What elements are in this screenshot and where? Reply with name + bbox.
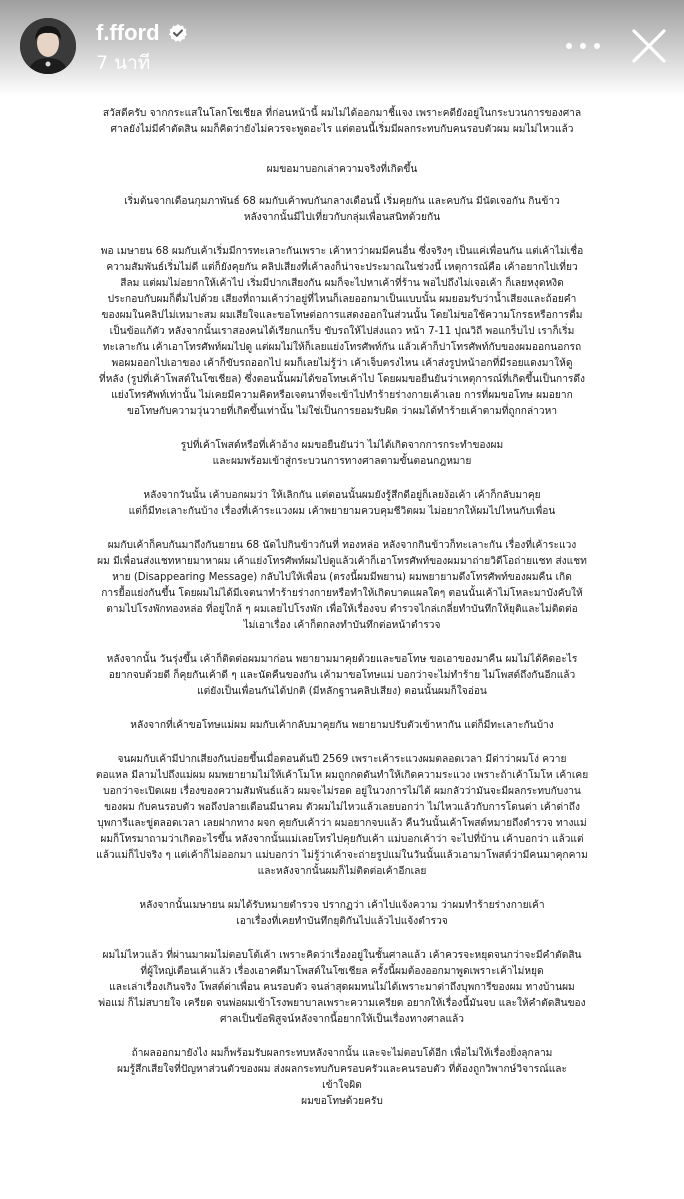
statement-paragraph: ผมไม่ไหวแล้ว ที่ผ่านมาผมไม่ตอบโต้เค้า เพราะคิดว่าเรื่องอยู่ในชั้นศาลแล้ว เค้าควรจะหยุดจนกว่าจะมีคำตัดสิน ที่ผู้ใหญ่เตือนเค้าแล้ว เรื่องเอาคดีมาโพสต์ในโซเชียล ครั้งนี้ผมต้องออกมาพูดเพราะเค้าไม่หยุด และเล่าเรื่องเกินจริง โพสต์ด่าเพื่อน คนรอบตัว จนล่าสุดผมทนไม่ได้เพราะมาด่าถึงบุพการีของผม ทางบ้านผม พ่อแม่ ก็ไม่สบายใจ เครียด จนพ่อผมเข้าโรงพยาบาลเพราะความเครียด อยากให้เรื่องนี้มันจบ และให้คำตัดสินของ ศาลเป็นข้อพิสูจน์หลังจากนี้อยากให้เป็นเรื่องทางศาลแล้ว bbox=[98, 950, 586, 1025]
statement-paragraph: ผมขอมาบอกเล่าความจริงที่เกิดขึ้น bbox=[266, 164, 418, 175]
story-header bbox=[0, 0, 684, 96]
post-timestamp: 7 นาที bbox=[96, 52, 151, 74]
statement-paragraph: พอ เมษายน 68 ผมกับเค้าเริ่มมีการทะเลาะกันเพราะ เค้าหาว่าผมมีคนอื่น ซึ่งจริงๆ เป็นแค่เพื่อนกัน แต่เค้าไม่เชื่อ ความสัมพันธ์เริ่มไม่ดี แต่ก็ยังคุยกัน คลิปเสียงที่เค้าลงก็น่าจะประมาณในช่วงนี้ เหตุการณ์คือ เค้าอยากไปเที่ยว สีลม แต่ผมไม่อยากให้เค้าไป เริ่มมีปากเสียงกัน ผมก็จะไปหาเค้าที่ร้าน พอไปถึงไม่เจอเค้า ก็เลยหงุดหงิด ประกอบกับผมก็ดื่มไปด้วย เสียงที่ถามเค้าว่าอยู่ที่ไหนก็เลยออกมาเป็นแบบนั้น ผมยอมรับว่าน้ำเสียงและถ้อยคำ ของผมในคลิปไม่เหมาะสม ผมเสียใจและขอโทษต่อการแสดงออกในส่วนนั้น โดยไม่ขอใช้ความโกรธหรือการดื่ม เป็นข้อแก้ตัว หลังจากนั้นเราสองคนได้เรียกแกร็บ ขับรถให้ไปส่งแถว หน้า 7-11 ปุณวิถี พอแกร็บไป เราก็เริ่ม ทะเลาะกัน เค้าเอาโทรศัพท์ผมไปดู แต่ผมไม่ให้ก็เลยแย่งโทรศัพท์กัน แล้วเค้าก็ปาโทรศัพท์กับของผมออกนอกรถ พอผมออกไปเอาของ เค้าก็ขับรถออกไป ผมก็เลยไม่รู้ว่า เค้าเจ็บตรงไหน เค้าส่งรูปหน้าอกที่มีรอยแดงมาให้ดู ที่หลัง (รูปที่เค้าโพสต์ในโซเชียล) ซึ่งตอนนั้นผมได้ขอโทษเค้าไป โดยผมขอยืนยันว่าเหตุการณ์ที่เกิดขึ้นเป็นการดึง แย่งโทรศัพท์เท่านั้น ไม่เคยมีความคิดหรือเจตนาที่จะเข้าไปทำร้ายร่างกายเค้าเลย การที่ผมขอโทษ ผมอยาก ขอโทษกับความวุ่นวายที่เกิดขึ้นเท่านั้น ไม่ใช่เป็นการยอมรับผิด ว่าผมได้ทำร้ายเค้าตามที่ถูกกล่าวหา bbox=[98, 246, 585, 417]
statement-paragraph: ผมกับเค้าก็คบกันมาถึงกันยายน 68 นัดไปกินข้าวกันที่ ทองหล่อ หลังจากกินข้าวก็ทะเลาะกัน เรื่องที่เค้าระแวง ผม มีเพื่อนส่งแชทหายมาหาผม เค้าแย่งโทรศัพท์ผมไปดูแล้วเค้าก็เอาโทรศัพท์ของผมมาถ่ายวิดีโอถ่ายแชท ส่งแชท หาย (Disappearing Message) กลับไปให้เพื่อน (ตรงนี้ผมมีพยาน) ผมพยายามดึงโทรศัพท์ของผมคืน เกิด การยื้อแย่งกันขึ้น โดยผมไม่ได้มีเจตนาทำร้ายร่างกายหรือทำให้เกิดบาดแผลใดๆ ตอนนั้นเค้าไม่โหละมาบังคับให้ ตามไปโรงพักทองหล่อ ที่อยู่ใกล้ ๆ ผมเลยไปโรงพัก เพื่อให้เรื่องจบ ตำรวจไกล่เกลี่ยทำบันทึกให้ยุติและไม่ติดต่อ ไม่เอาเรื่อง เค้าก็ตกลงทำบันทึกต่อหน้าตำรวจ bbox=[97, 540, 587, 631]
statement-paragraph: หลังจากวันนั้น เค้าบอกผมว่า ให้เลิกกัน แต่ตอนนั้นผมยังรู้สึกดีอยู่ก็เลยง้อเค้า เค้าก็กลับมาคุย แต่ก็มีทะเลาะกันบ้าง เรื่องที่เค้าระแวงผม เค้าพยายามควบคุมชีวิตผม ไม่อยากให้ผมไปไหนกับเพื่อน bbox=[128, 490, 556, 517]
statement-paragraph: ถ้าผลออกมายังไง ผมก็พร้อมรับผลกระทบหลังจากนั้น และจะไม่ตอบโต้อีก เพื่อไม่ให้เรื่องยิ่งลุกลาม ผมรู้สึกเสียใจที่ปัญหาส่วนตัวของผม ส่งผลกระทบกับครอบครัวและคนรอบตัว ที่ต้องถูกวิพากษ์วิจารณ์และ เข้าใจผิด ผมขอโทษด้วยครับ bbox=[117, 1048, 567, 1107]
statement-text bbox=[92, 106, 592, 1110]
statement-paragraph: หลังจากนั้น วันรุ่งขึ้น เค้าก็ติดต่อผมมาก่อน พยายามมาคุยด้วยและขอโทษ ขอเอาของมาคืน ผมไม่ได้คิดอะไร อยากจบด้วยดี ก็คุยกันเค้าดี ๆ และนัดคืนของกัน เค้ามาขอโทษแม่ บอกว่าจะไม่ทำร้าย ไม่โพสต์ถึงกันอีกแล้ว แต่ยังเป็นเพื่อนกันได้ปกติ (มีหลักฐานคลิปเสียง) ตอนนั้นผมก็ใจอ่อน bbox=[106, 654, 578, 697]
statement-paragraph: จนผมกับเค้ามีปากเสียงกันบ่อยขึ้นเมื่อตอนต้นปี 2569 เพราะเค้าระแวงผมตลอดเวลา มีด่าว่าผมโง่ ควาย ตอแหล มีลามไปถึงแม่ผม ผมพยายามไม่ให้เค้าโมโห ผมถูกกดดันทำให้เกิดความระแวง เพราะถ้าเค้าโมโห เค้าเคย บอกว่าจะเปิดเผย เรื่องของความสัมพันธ์แล้ว ผมจะไม่รอด อยู่ในวงการไม่ได้ ผมกลัวว่ามันจะมีผลกระทบกับงาน ของผม กับคนรอบตัว พอถึงปลายเดือนมีนาคม ตัวผมไม่ไหวแล้วเลยบอกว่า ไม่ไหวแล้วกับการโดนด่า เค้าด่าถึง บุพการีและขู่ตลอดเวลา เลยฝากทาง ผจก คุยกับเค้าว่า ผมอยากจบแล้ว คืนวันนั้นเค้าโพสต์หมายถึงตำรวจ ทางแม่ ผมก็โทรมาถามว่าเกิดอะไรขึ้น หลังจากนั้นแม่เลยโทรไปคุยกับเค้า แม่บอกเค้าว่า จะไปที่บ้าน เค้าบอกว่า แล้วแต่ แล้วแม่ก็ไปจริง ๆ แต่เค้าก็ไม่ออกมา แม่บอกว่า ไม่รู้ว่าเค้าจะถ่ายรูปแม่ในวันนั้นแล้วเอามาโพสต์ว่ามีคนมาคุกคาม และหลังจากนั้นผมก็ไม่ติดต่อเค้าอีกเลย bbox=[95, 754, 589, 877]
username-text[interactable]: f.fford bbox=[96, 20, 160, 45]
statement-paragraph: รูปที่เค้าโพสต์หรือที่เค้าอ้าง ผมขอยืนยันว่า ไม่ได้เกิดจากการกระทำของผม และผมพร้อมเข้าสู่กระบวนการทางศาลตามขั้นตอนกฎหมาย bbox=[180, 440, 504, 467]
statement-paragraph: สวัสดีครับ จากกระแสในโลกโซเชียล ที่ก่อนหน้านี้ ผมไม่ได้ออกมาชี้แจง เพราะคดียังอยู่ในกระบวนการของศาล ศาลยังไม่มีคำตัดสิน ผมก็คิดว่ายังไม่ควรจะพูดอะไร แต่ตอนนี้เริ่มมีผลกระทบกับคนรอบตัวผม ผมไม่ไหวแล้ว bbox=[102, 108, 582, 135]
more-options-button[interactable] bbox=[566, 36, 600, 56]
avatar[interactable] bbox=[20, 18, 76, 74]
more-dots-icon bbox=[566, 43, 572, 49]
more-dots-icon bbox=[594, 43, 600, 49]
statement-paragraph: หลังจากนั้นเมษายน ผมได้รับหมายตำรวจ ปรากฏว่า เค้าไปแจ้งความ ว่าผมทำร้ายร่างกายเค้า เอาเรื่องที่เคยทำบันทึกยุติกันไปแล้วไปแจ้งตำรวจ bbox=[139, 900, 545, 927]
statement-paragraph: หลังจากที่เค้าขอโทษแม่ผม ผมกับเค้ากลับมาคุยกัน พยายามปรับตัวเข้าหากัน แต่ก็มีทะเลาะกันบ้าง bbox=[130, 720, 554, 731]
verified-badge-icon bbox=[168, 23, 188, 43]
avatar-portrait-icon bbox=[20, 18, 76, 74]
statement-paragraph: เริ่มต้นจากเดือนกุมภาพันธ์ 68 ผมกับเค้าพบกันกลางเดือนนี้ เริ่มคุยกัน และคบกัน มีนัดเจอกัน กินข้าว หลังจากนั้นมีไปเที่ยวกับกลุ่มเพื่อนสนิทด้วยกัน bbox=[124, 196, 560, 223]
close-icon[interactable] bbox=[630, 27, 668, 65]
more-dots-icon bbox=[580, 43, 586, 49]
username[interactable] bbox=[96, 20, 188, 46]
